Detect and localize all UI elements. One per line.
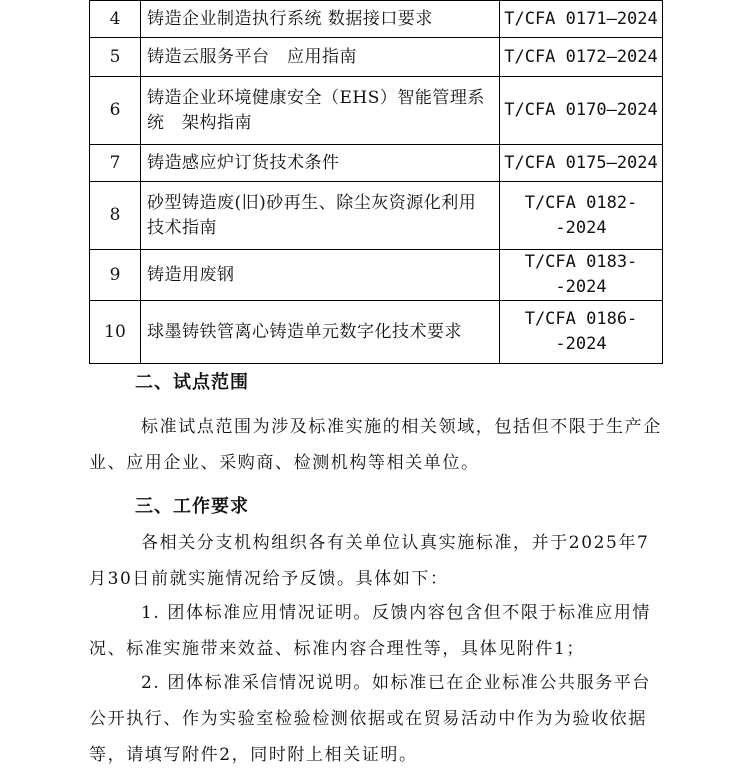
- table-row: [90, 77, 663, 145]
- row-number: 8: [90, 182, 141, 250]
- standard-name: 砂型铸造废(旧)砂再生、除尘灰资源化利用技术指南: [141, 182, 500, 250]
- paragraph-item-1: 1. 团体标准应用情况证明。反馈内容包含但不限于标准应用情况、标准实施带来效益、标准内容合理性等，具体见附件1；: [89, 603, 652, 659]
- standard-name: 铸造云服务平台 应用指南: [141, 38, 500, 77]
- table-row: [90, 301, 663, 364]
- paragraph-scope: 标准试点范围为涉及标准实施的相关领域，包括但不限于生产企业、应用企业、采购商、检测机构等相关单位。: [89, 417, 662, 473]
- standard-code: T/CFA 0183--2024: [500, 250, 663, 301]
- row-number: 10: [90, 301, 141, 364]
- standard-code: T/CFA 0186--2024: [500, 301, 663, 364]
- standard-name: 铸造感应炉订货技术条件: [141, 145, 500, 182]
- section-title-requirements: 三、工作要求: [135, 496, 249, 517]
- table-row: [90, 38, 663, 77]
- standard-name: 球墨铸铁管离心铸造单元数字化技术要求: [141, 301, 500, 364]
- standard-code: T/CFA 0171—2024: [500, 1, 663, 38]
- row-number: 6: [90, 77, 141, 145]
- table-row: [90, 250, 663, 301]
- table-row: [90, 182, 663, 250]
- row-number: 5: [90, 38, 141, 77]
- row-number: 9: [90, 250, 141, 301]
- section-title-scope: 二、试点范围: [135, 372, 249, 393]
- table-row: [90, 145, 663, 182]
- paragraph-item-2: 2. 团体标准采信情况说明。如标准已在企业标准公共服务平台公开执行、作为实验室检验检测依据或在贸易活动中作为为验收依据等，请填写附件2，同时附上相关证明。: [89, 673, 652, 765]
- paragraph-requirements: 各相关分支机构组织各有关单位认真实施标准，并于2025年7月30日前就实施情况给予反馈。具体如下：: [89, 533, 650, 589]
- table-row: [90, 1, 663, 38]
- standard-code: T/CFA 0182--2024: [500, 182, 663, 250]
- standard-name: 铸造用废钢: [141, 250, 500, 301]
- standard-code: T/CFA 0172—2024: [500, 38, 663, 77]
- standard-name: 铸造企业制造执行系统 数据接口要求: [141, 1, 500, 38]
- standard-code: T/CFA 0175—2024: [500, 145, 663, 182]
- standard-code: T/CFA 0170—2024: [500, 77, 663, 145]
- row-number: 4: [90, 1, 141, 38]
- standards-table: [89, 0, 663, 364]
- standard-name: 铸造企业环境健康安全（EHS）智能管理系统 架构指南: [141, 77, 500, 145]
- row-number: 7: [90, 145, 141, 182]
